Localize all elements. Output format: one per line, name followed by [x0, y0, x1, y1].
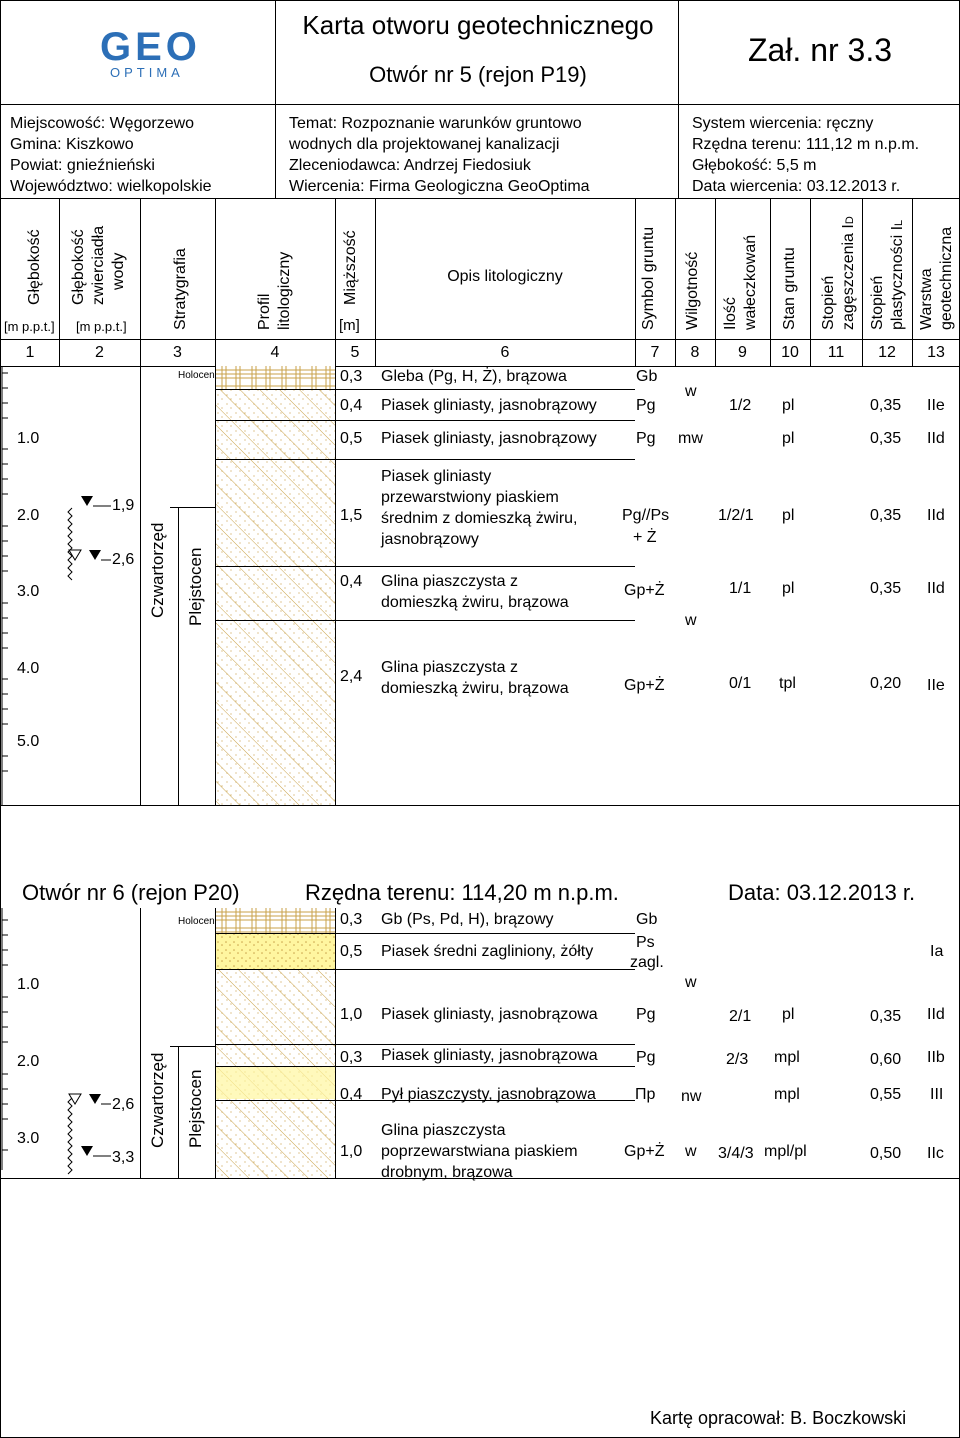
col-number: 8: [690, 344, 700, 361]
info-project: [289, 113, 590, 197]
col-compaction-text: zagęszczenia I: [840, 224, 857, 330]
hole6-profile: [216, 908, 335, 1178]
info-line: Miejscowość: Węgorzewo: [10, 115, 195, 132]
col-plasticity-2: [889, 220, 908, 330]
depth-tick: 3.0: [17, 583, 40, 600]
geo-layer: IIe: [927, 397, 945, 414]
soil-symbol: Gb: [636, 911, 658, 928]
col-layer-2: geotechniczna: [938, 226, 955, 330]
col-water-3: wody: [110, 252, 127, 290]
state: mpl: [774, 1049, 800, 1066]
col-number: 5: [350, 344, 360, 361]
geo-layer: IId: [927, 507, 945, 524]
col-compaction-1: Stopień: [820, 275, 837, 330]
layer-desc: Piasek gliniasty, jasnobrązowa: [381, 1006, 598, 1023]
rolls: 2/1: [729, 1008, 752, 1025]
depth-tick: 2.0: [17, 1053, 40, 1070]
rolls: 1/2/1: [718, 507, 754, 524]
il: 0,50: [870, 1145, 902, 1162]
strat-holocene: Holocen: [178, 370, 215, 381]
profile-soil: [216, 908, 335, 933]
rolls: 1/1: [729, 580, 752, 597]
logo-sub: OPTIMA: [110, 65, 184, 80]
water-level-icon: [69, 496, 111, 560]
desc-line: domieszką żwiru, brązowa: [381, 594, 569, 611]
thickness: 0,4: [340, 1086, 363, 1103]
strat-pleistocene: Plejstocen: [186, 547, 205, 626]
geo-layer: IId: [927, 430, 945, 447]
desc-line: poprzewarstwiana piaskiem: [381, 1143, 578, 1160]
state: pl: [782, 1006, 795, 1023]
thickness: 0,5: [340, 943, 363, 960]
col-description: Opis litologiczny: [447, 268, 563, 285]
info-drilling: [692, 113, 919, 197]
il: 0,35: [870, 580, 902, 597]
col-compaction-2: [840, 216, 859, 330]
desc-line: średnim z domieszką żwiru,: [381, 510, 578, 527]
col-profile-2: litologiczny: [276, 251, 293, 330]
desc-line: Glina piaszczysta z: [381, 659, 518, 676]
layer-desc: Piasek gliniasty, jasnobrązowa: [381, 1047, 598, 1064]
col-state: Stan gruntu: [781, 247, 798, 330]
col-thickness-unit: [m]: [339, 317, 360, 334]
strat-pleistocene: Plejstocen: [186, 1069, 205, 1148]
thickness: 0,4: [340, 397, 363, 414]
info-line: wodnych dla projektowanej kanalizacji: [289, 136, 560, 153]
layer-desc: Pył piaszczysty, jasnobrązowa: [381, 1086, 596, 1103]
layer-desc: Piasek średni zagliniony, żółty: [381, 943, 594, 960]
col-number: 9: [738, 344, 747, 361]
desc-line: domieszką żwiru, brązowa: [381, 680, 569, 697]
hole6-water-marks: [66, 1092, 116, 1178]
col-depth-unit: [m p.p.t.]: [4, 319, 55, 334]
layer-desc: Piasek gliniasty, jasnobrązowy: [381, 397, 597, 414]
water-depth: 3,3: [112, 1149, 135, 1166]
info-line: Gmina: Kiszkowo: [10, 136, 134, 153]
hole5-profile: [216, 366, 335, 806]
desc-line: Piasek gliniasty: [381, 468, 492, 485]
col-symbol: Symbol gruntu: [640, 226, 657, 330]
col-moisture: Wilgotność: [684, 251, 701, 330]
thickness: 0,4: [340, 573, 363, 590]
page-title: Karta otworu geotechnicznego: [302, 10, 654, 40]
il: 0,35: [870, 430, 902, 447]
strat-era: Czwartorzęd: [148, 1052, 167, 1148]
geo-layer: IIe: [927, 677, 945, 694]
geo-layer: IIc: [927, 1145, 944, 1162]
col-water-unit: [m p.p.t.]: [76, 319, 127, 334]
profile-sand: [216, 933, 335, 969]
col-number: 7: [650, 344, 660, 361]
col-number: 12: [878, 344, 896, 361]
state: pl: [782, 507, 795, 524]
water-seep-line: [68, 508, 72, 580]
strat-holocene: Holocen: [178, 916, 215, 927]
thickness: 0,3: [340, 1049, 363, 1066]
profile-silt: [216, 1066, 335, 1099]
il: 0,35: [870, 507, 902, 524]
info-line: Głębokość: 5,5 m: [692, 157, 817, 174]
layer-desc: Piasek gliniasty, jasnobrązowy: [381, 430, 597, 447]
soil-symbol-2: + Ż: [633, 529, 657, 546]
rolls: 0/1: [729, 675, 752, 692]
il: 0,35: [870, 1008, 902, 1025]
soil-symbol: Gb: [636, 368, 658, 385]
desc-line: przewarstwiony piaskiem: [381, 489, 559, 506]
col-number: 4: [270, 344, 280, 361]
thickness: 0,3: [340, 368, 363, 385]
state: pl: [782, 580, 795, 597]
profile-dots: [216, 389, 335, 806]
moisture: mw: [678, 430, 703, 447]
depth-tick: 1.0: [17, 430, 40, 447]
water-depth: 2,6: [112, 551, 135, 568]
desc-line: Glina piaszczysta z: [381, 573, 518, 590]
info-line: System wiercenia: ręczny: [692, 115, 874, 132]
col-depth: Głębokość: [26, 229, 43, 305]
soil-symbol: Пp: [635, 1086, 656, 1103]
col-strat: Stratygrafia: [172, 248, 189, 330]
depth-tick: 2.0: [17, 507, 40, 524]
col-rolls-1: Ilość: [722, 297, 739, 330]
hole6-depth-scale: [0, 908, 16, 1170]
col-number: 11: [827, 344, 845, 361]
info-line: Data wiercenia: 03.12.2013 r.: [692, 178, 901, 195]
moisture: w: [685, 612, 697, 629]
logo-text: GEO: [100, 25, 201, 69]
col-profile-1: Profil: [256, 293, 273, 330]
info-line: Powiat: gnieźnieński: [10, 157, 155, 174]
depth-tick: 1.0: [17, 976, 40, 993]
moisture: nw: [681, 1088, 702, 1105]
col-water-2: zwierciadła: [90, 225, 107, 305]
geo-layer: Ia: [930, 943, 944, 960]
state: mpl: [774, 1086, 800, 1103]
layer-desc: Gb (Ps, Pd, H), brązowy: [381, 911, 554, 928]
soil-symbol: Pg: [636, 397, 656, 414]
soil-symbol: Pg: [636, 1006, 656, 1023]
water-seep-line: [68, 1098, 72, 1174]
thickness: 0,5: [340, 430, 363, 447]
col-number: 13: [927, 344, 945, 361]
desc-line: Glina piaszczysta: [381, 1122, 506, 1139]
thickness: 2,4: [340, 668, 363, 685]
rolls: 1/2: [729, 397, 752, 414]
depth-tick: 5.0: [17, 733, 40, 750]
moisture: w: [685, 974, 697, 991]
soil-symbol: Gp+Ż: [624, 582, 665, 599]
water-depth: 1,9: [112, 497, 135, 514]
author: Kartę opracował: B. Boczkowski: [650, 1408, 907, 1428]
state: pl: [782, 430, 795, 447]
il: 0,60: [870, 1051, 902, 1068]
info-line: Zleceniodawca: Andrzej Fiedosiuk: [289, 157, 531, 174]
rolls: 3/4/3: [718, 1145, 754, 1162]
info-line: Temat: Rozpoznanie warunków gruntowo: [289, 115, 582, 132]
layer-desc: [381, 466, 578, 550]
thickness: 1,0: [340, 1006, 363, 1023]
thickness: 0,3: [340, 911, 363, 928]
layer-desc: Gleba (Pg, H, Ż), brązowa: [381, 368, 567, 385]
layer-desc: [381, 657, 569, 699]
il: 0,35: [870, 397, 902, 414]
state: pl: [782, 397, 795, 414]
col-rolls-2: wałeczkowań: [742, 234, 759, 330]
col-number: 6: [500, 344, 510, 361]
col-thickness: Miąższość: [342, 230, 359, 305]
col-plasticity-1: Stopień: [869, 275, 886, 330]
geo-layer: IId: [927, 1006, 945, 1023]
col-plasticity-text: plastyczności I: [889, 225, 906, 330]
geo-layer: III: [930, 1086, 944, 1103]
hole6-date: Data: 03.12.2013 r.: [728, 880, 916, 905]
layer-desc: [381, 571, 569, 613]
desc-line: jasnobrązowy: [381, 531, 479, 548]
il: 0,55: [870, 1086, 902, 1103]
hole6-title: Otwór nr 6 (rejon P20): [22, 880, 240, 905]
col-number: 3: [173, 344, 182, 361]
depth-tick: 3.0: [17, 1130, 40, 1147]
col-number: 1: [25, 344, 35, 361]
col-compaction-sub: D: [844, 216, 856, 225]
col-number: 2: [95, 344, 104, 361]
thickness: 1,0: [340, 1143, 363, 1160]
hole5-depth-scale: [0, 366, 16, 806]
thickness: 1,5: [340, 507, 363, 524]
info-line: Województwo: wielkopolskie: [10, 178, 212, 195]
info-line: Wiercenia: Firma Geologiczna GeoOptima: [289, 178, 590, 195]
col-layer-1: Warstwa: [918, 268, 935, 330]
hole5-water-marks: [66, 494, 116, 584]
soil-symbol: Pg: [636, 1049, 656, 1066]
il: 0,20: [870, 675, 902, 692]
attachment-label: Zał. nr 3.3: [747, 32, 893, 68]
info-location: [10, 113, 212, 197]
logo: [100, 25, 201, 80]
profile-soil: [216, 366, 335, 389]
moisture: w: [685, 1143, 697, 1160]
moisture: w: [685, 383, 697, 400]
soil-symbol: Pg//Ps: [622, 507, 670, 524]
strat-era: Czwartorzęd: [148, 522, 167, 618]
page-subtitle: Otwór nr 5 (rejon P19): [369, 62, 587, 87]
geo-layer: IIb: [927, 1049, 945, 1066]
col-number: 10: [781, 344, 799, 361]
hole6-elevation: Rzędna terenu: 114,20 m n.p.m.: [305, 880, 619, 905]
water-level-icon: [69, 1094, 111, 1156]
info-line: Rzędna terenu: 111,12 m n.p.m.: [692, 136, 920, 153]
col-plasticity-sub: L: [893, 219, 905, 226]
col-water-1: Głębokość: [70, 229, 87, 305]
water-depth: 2,6: [112, 1096, 135, 1113]
soil-symbol: Gp+Ż: [624, 1143, 665, 1160]
geo-layer: IId: [927, 580, 945, 597]
layer-desc: [381, 1120, 578, 1183]
soil-symbol: Gp+Ż: [624, 677, 665, 694]
soil-symbol-2: zagl.: [630, 954, 664, 971]
state: mpl/pl: [764, 1143, 807, 1160]
soil-symbol: Pg: [636, 430, 656, 447]
soil-symbol: Ps: [636, 934, 655, 951]
depth-tick: 4.0: [17, 660, 40, 677]
desc-line: drobnym, brązowa: [381, 1164, 513, 1181]
rolls: 2/3: [726, 1051, 749, 1068]
state: tpl: [779, 675, 796, 692]
